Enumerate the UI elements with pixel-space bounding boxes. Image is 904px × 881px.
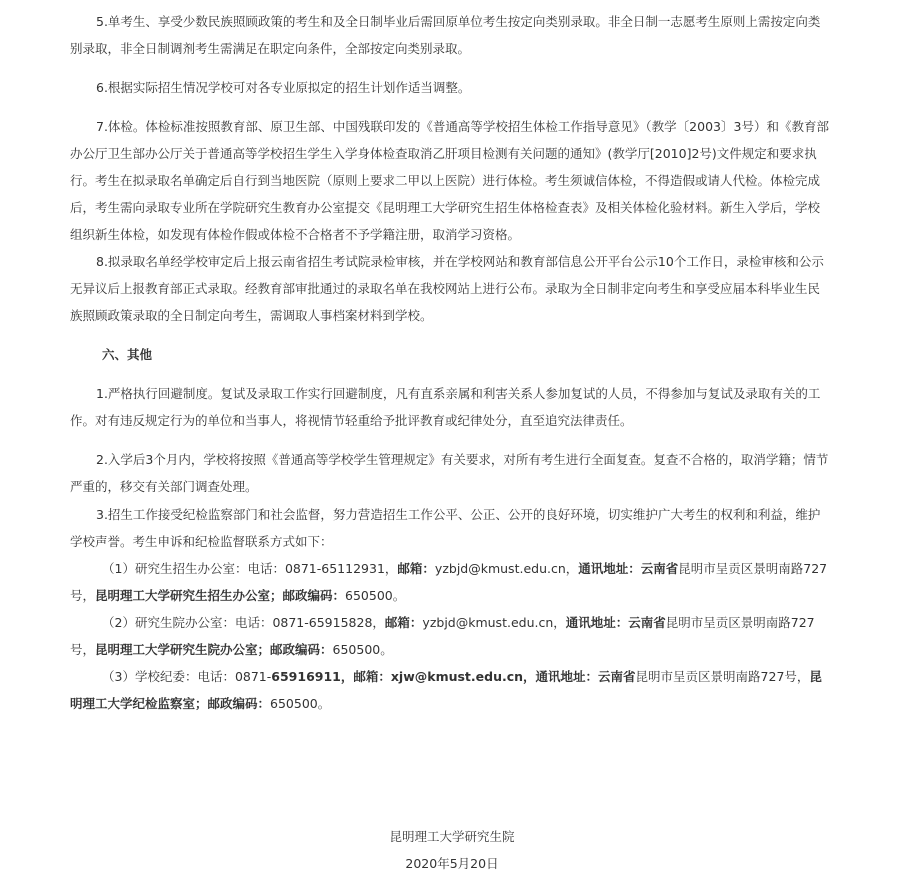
contact-graduate-school-office: [70, 609, 830, 663]
contact-address-label: 通讯地址：云南省: [578, 561, 679, 576]
other-item-1: 1.严格执行回避制度。复试及录取工作实行回避制度，凡有直系亲属和利害关系人参加复试的人员，不得参加与复试及录取有关的工作。对有违反规定行为的单位和当事人，将视情节轻重给予批评教育或纪律处分，直至追究法律责任。: [70, 386, 821, 428]
contact-postcode: 650500。: [345, 588, 406, 603]
other-item-2: 2.入学后3个月内，学校将按照《普通高等学校学生管理规定》有关要求，对所有考生进行全面复查。复查不合格的，取消学籍；情节严重的，移交有关部门调查处理。: [70, 452, 829, 494]
contact-prefix: （3）学校纪委：电话：0871-: [102, 669, 272, 684]
contact-address: 昆明市呈贡区景明南路727号，: [70, 615, 815, 657]
contact-prefix: （2）研究生院办公室：电话：0871-65915828，: [102, 615, 385, 630]
contact-unit: 昆明理工大学研究生招生办公室；邮政编码：: [95, 588, 346, 603]
paragraph-7: 7.体检。体检标准按照教育部、原卫生部、中国残联印发的《普通高等学校招生体检工作指导意见》（教学〔2003〕3号）和《教育部办公厅卫生部办公厅关于普通高等学校招生学生入学身体检查取消乙肝项目检测有关问题的通知》(教学厅[2010]2号)文件规定和要求执行。考生在拟录取名单确定后自行到当地医院（原则上要求二甲以上医院）进行体检。考生须诚信体检，不得造假或请人代检。体检完成后，考生需向录取专业所在学院研究生教育办公室提交《昆明理工大学研究生招生体格检查表》及相关体检化验材料。新生入学后，学校组织新生体检，如发现有体检作假或体检不合格者不予学籍注册，取消学习资格。: [70, 119, 829, 242]
other-item-3: 3.招生工作接受纪检监察部门和社会监督，努力营造招生工作公平、公正、公开的良好环境，切实维护广大考生的权利和利益，维护学校声誉。考生申诉和纪检监督联系方式如下：: [70, 507, 821, 549]
contact-address: 昆明市呈贡区景明南路727号，: [70, 561, 828, 603]
contact-unit: 昆明理工大学纪检监察室；邮政编码：: [70, 669, 822, 711]
contact-postcode: 650500。: [270, 696, 331, 711]
contact-discipline-committee: [70, 663, 830, 717]
contact-email: yzbjd@kmust.edu.cn，: [422, 615, 566, 630]
contact-unit: 昆明理工大学研究生院办公室；邮政编码：: [95, 642, 333, 657]
contact-email: yzbjd@kmust.edu.cn，: [434, 561, 579, 576]
contact-address-label: 通讯地址：云南省: [565, 615, 666, 630]
footer-date: 2020年5月20日: [405, 856, 499, 871]
contact-admissions-office: [70, 555, 830, 609]
contact-email-label: 邮箱：: [384, 615, 423, 630]
contact-postcode: 650500。: [332, 642, 393, 657]
paragraph-5: 5.单考生、享受少数民族照顾政策的考生和及全日制毕业后需回原单位考生按定向类别录取。非全日制一志愿考生原则上需按定向类别录取，非全日制调剂考生需满足在职定向条件，全部按定向类别录取。: [70, 14, 821, 56]
contact-email-label: 邮箱：: [397, 561, 435, 576]
footer-organization: 昆明理工大学研究生院: [389, 829, 515, 844]
section-heading-other: 六、其他: [102, 347, 153, 362]
paragraph-6: 6.根据实际招生情况学校可对各专业原拟定的招生计划作适当调整。: [96, 80, 471, 95]
contact-address: 昆明市呈贡区景明南路727号，: [635, 669, 810, 684]
contact-phone-email-address: 65916911，邮箱：xjw@kmust.edu.cn，通讯地址：云南省: [271, 669, 636, 684]
paragraph-8: 8.拟录取名单经学校审定后上报云南省招生考试院录检审核，并在学校网站和教育部信息公开平台公示10个工作日，录检审核和公示无异议后上报教育部正式录取。经教育部审批通过的录取名单在我校网站上进行公布。录取为全日制非定向考生和享受应届本科毕业生民族照顾政策录取的全日制定向考生，需调取人事档案材料到学校。: [70, 254, 824, 323]
contact-prefix: （1）研究生招生办公室：电话：0871-65112931，: [102, 561, 398, 576]
